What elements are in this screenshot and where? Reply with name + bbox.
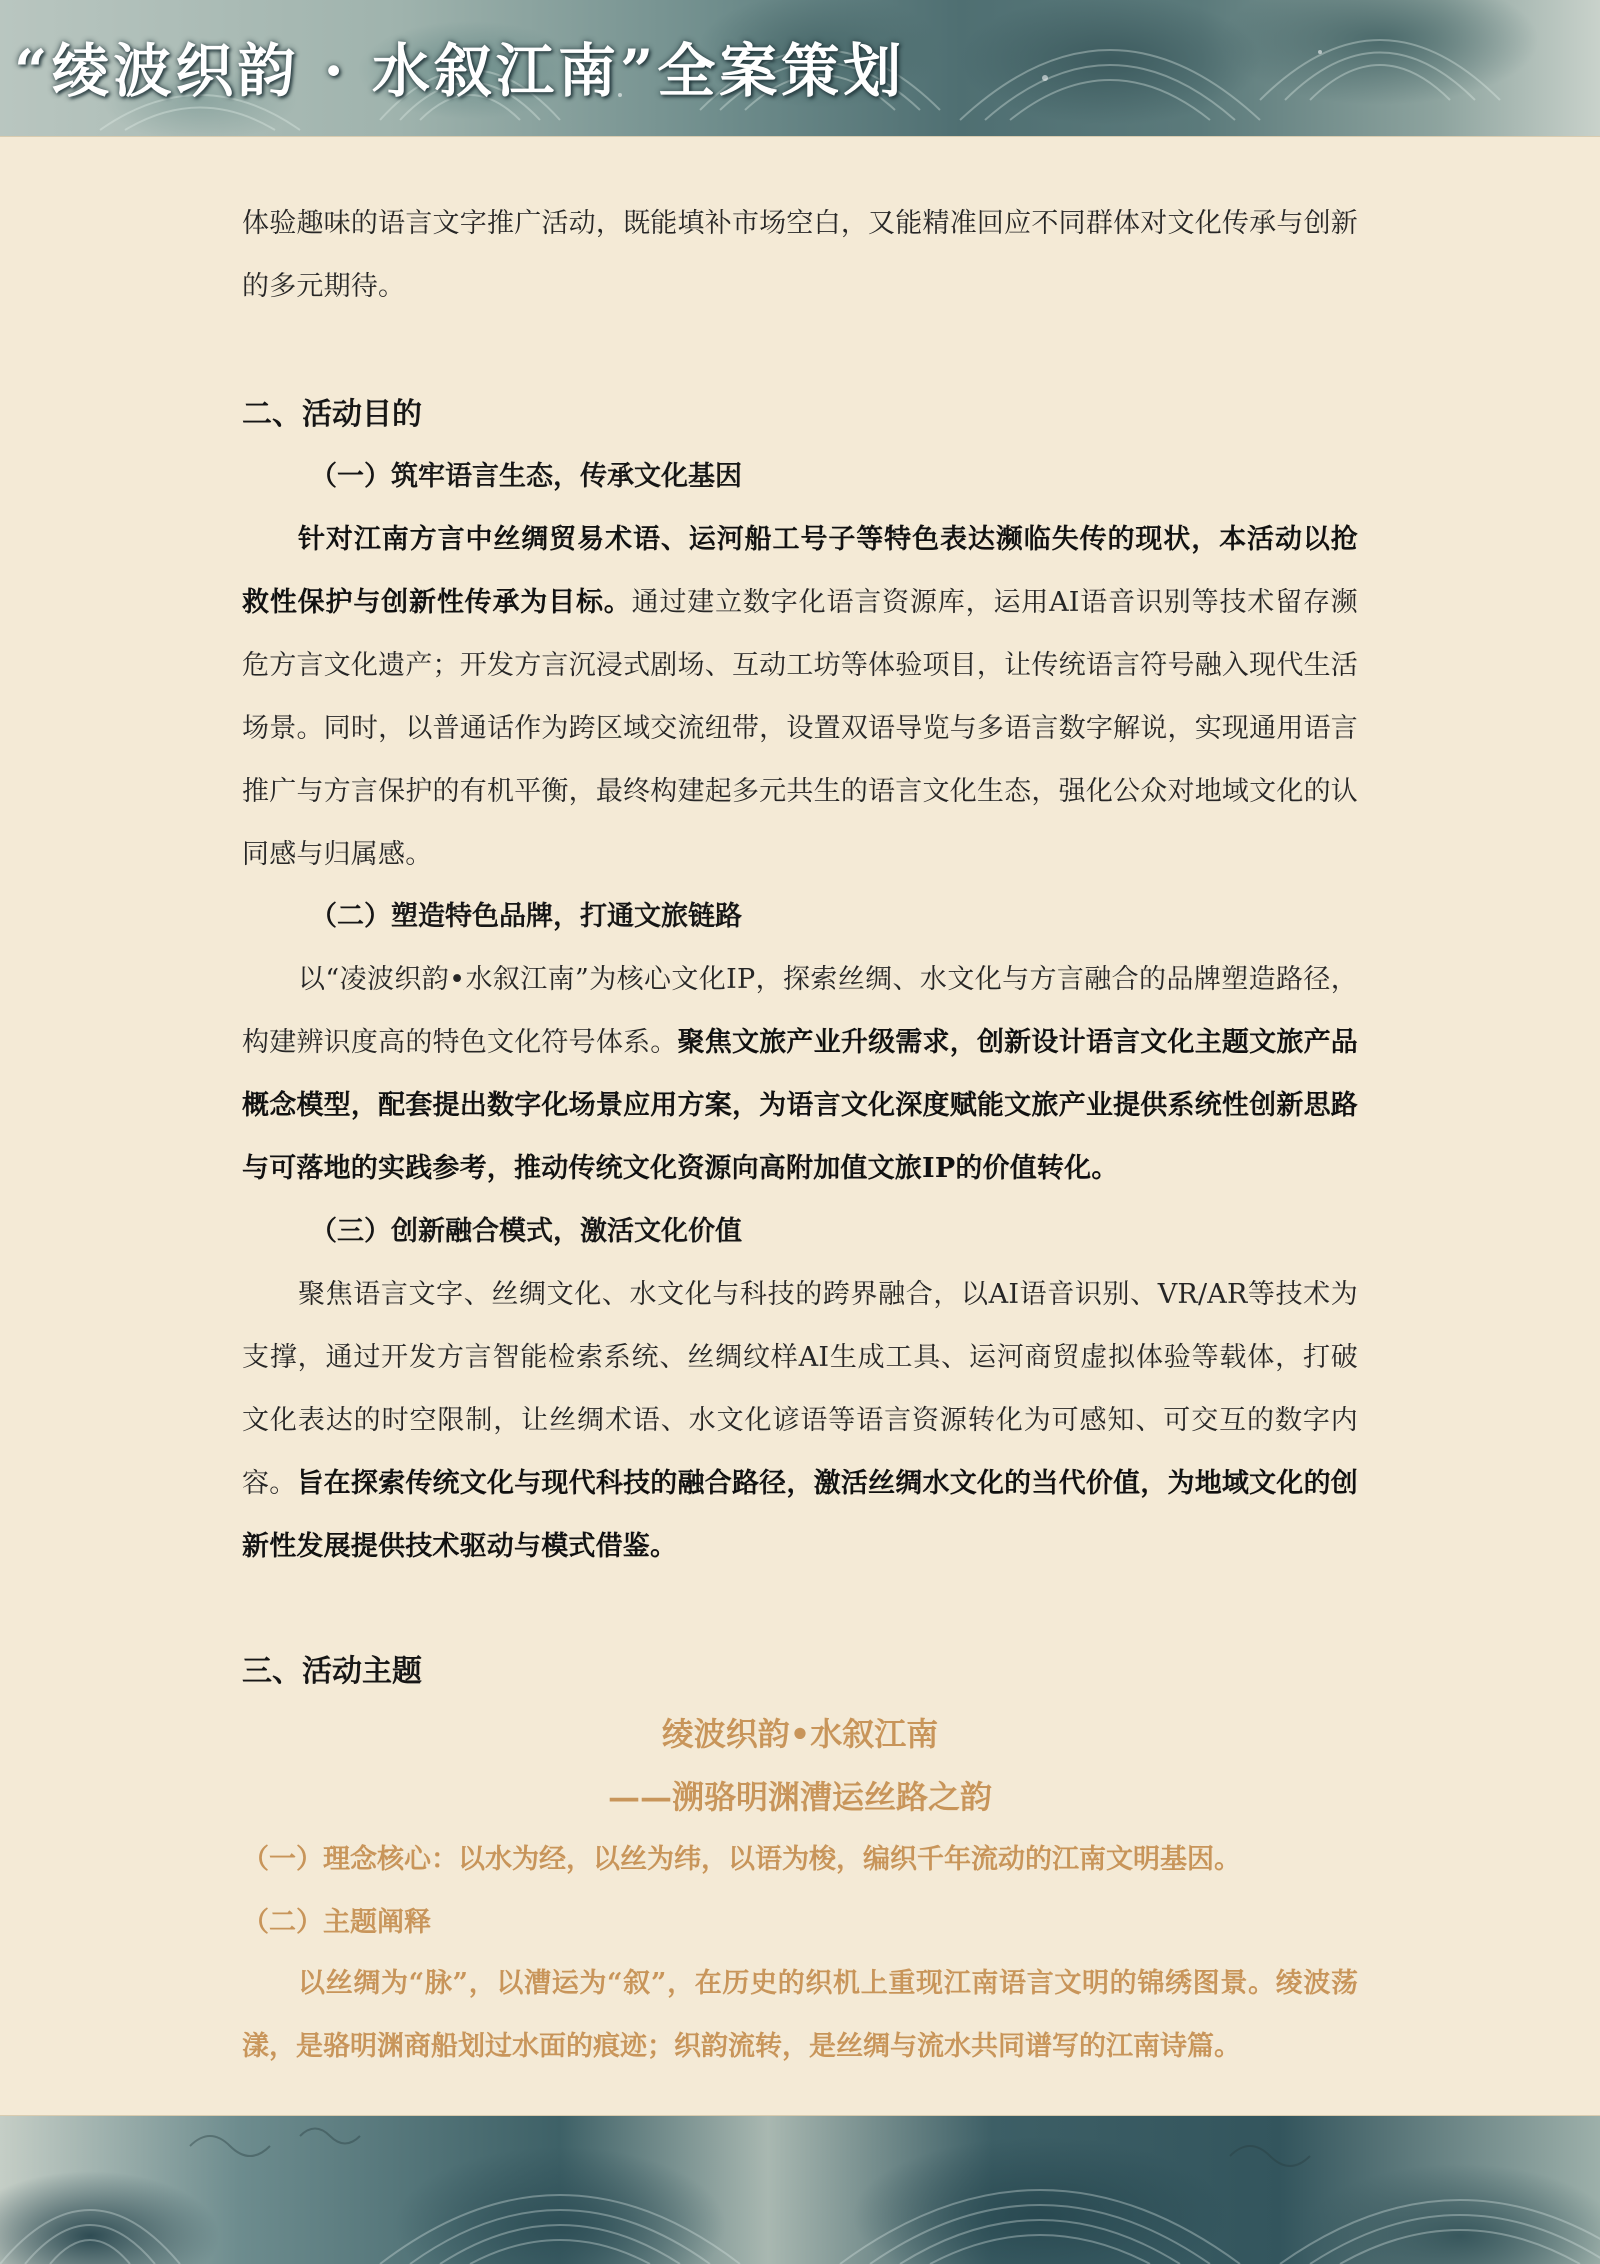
body-text: 通过建立数字化语言资源库，运用AI语音识别等技术留存濒危方言文化遗产；开发方言沉浸式剧场、互动工坊等体验项目，让传统语言符号融入现代生活场景。同时，以普通话作为跨区域交流纽带，设置双语导览与多语言数字解说，实现通用语言推广与方言保护的有机平衡，最终构建起多元共生的语言文化生态，强化公众对地域文化的认同感与归属感。 [242, 587, 1358, 870]
paragraph-innovation [242, 1263, 1358, 1578]
document-title: “绫波织韵 · 水叙江南”全案策划 [14, 37, 906, 105]
body-text: 以“凌波织韵•水叙江南”为核心文化IP，探索丝绸、水文化与方言融合的品牌塑造路径，构建辨识度高的特色文化符号体系。 [242, 964, 1358, 1058]
footer-banner [0, 2115, 1600, 2264]
paragraph-language-ecology [242, 508, 1358, 886]
emphasis-text: 旨在探索传统文化与现代科技的融合路径，激活丝绸水文化的当代价值，为地域文化的创新性发展提供技术驱动与模式借鉴。 [242, 1468, 1358, 1562]
intro-paragraph: 体验趣味的语言文字推广活动，既能填补市场空白，又能精准回应不同群体对文化传承与创新的多元期待。 [242, 208, 1358, 302]
emphasis-text: 聚焦文旅产业升级需求，创新设计语言文化主题文旅产品概念模型，配套提出数字化场景应用方案，为语言文化深度赋能文旅产业提供系统性创新思路与可落地的实践参考，推动传统文化资源向高附加值文旅IP的价值转化。 [242, 1027, 1359, 1184]
theme-interpretation-paragraph: 以丝绸为“脉”，以漕运为“叙”，在历史的织机上重现江南语言文明的锦绣图景。绫波荡漾，是骆明渊商船划过水面的痕迹；织韵流转，是丝绸与流水共同谱写的江南诗篇。 [242, 1968, 1358, 2062]
section-heading-purpose: 二、活动目的 [242, 397, 422, 432]
theme-title: 绫波织韵•水叙江南 [661, 1715, 939, 1753]
subheading-brand: （二）塑造特色品牌，打通文旅链路 [310, 901, 742, 932]
header-banner [0, 0, 1600, 137]
emphasis-text: 针对江南方言中丝绸贸易术语、运河船工号子等特色表达濒临失传的现状，本活动以抢救性保护与创新性传承为目标。 [242, 524, 1358, 618]
subheading-innovation: （三）创新融合模式，激活文化价值 [310, 1216, 742, 1247]
theme-subtitle: ——溯骆明渊漕运丝路之韵 [607, 1778, 992, 1816]
theme-core-line: （一）理念核心：以水为经，以丝为纬，以语为梭，编织千年流动的江南文明基因。 [242, 1844, 1241, 1875]
section-heading-theme: 三、活动主题 [242, 1654, 422, 1689]
subheading-language-ecology: （一）筑牢语言生态，传承文化基因 [310, 461, 742, 492]
body-text: 聚焦语言文字、丝绸文化、水文化与科技的跨界融合，以AI语音识别、VR/AR等技术为支撑，通过开发方言智能检索系统、丝绸纹样AI生成工具、运河商贸虚拟体验等载体，打破文化表达的时空限制，让丝绸术语、水文化谚语等语言资源转化为可感知、可交互的数字内容。 [242, 1279, 1358, 1499]
wave-pattern-footer [0, 2116, 1600, 2264]
paragraph-brand [242, 948, 1358, 1200]
theme-interpretation-heading: （二）主题阐释 [242, 1907, 431, 1938]
